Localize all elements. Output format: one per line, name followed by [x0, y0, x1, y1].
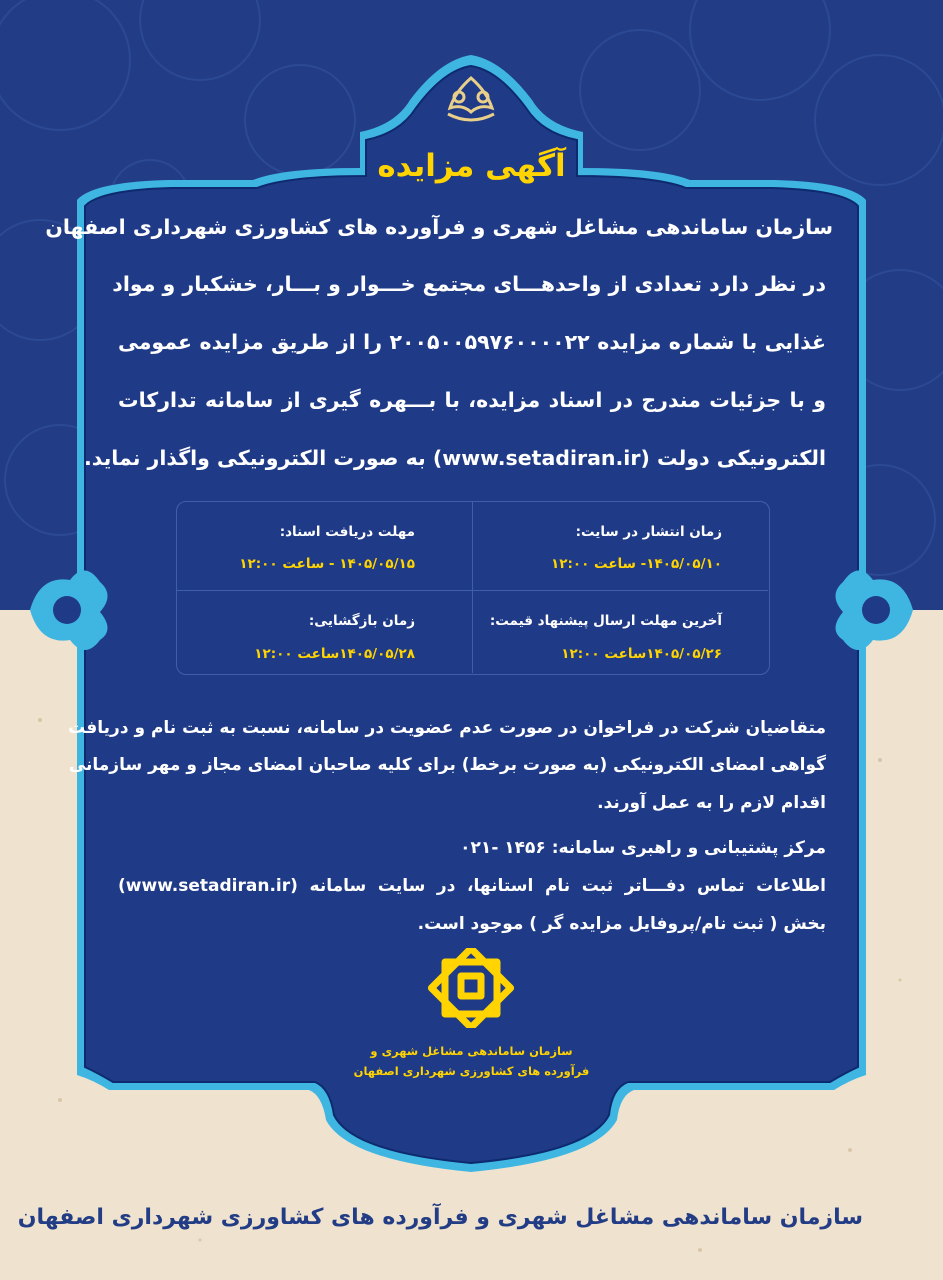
table-divider-vertical — [472, 501, 473, 673]
opening-time-value: ۱۴۰۵/۰۵/۲۸ساعت ۱۲:۰۰ — [254, 646, 415, 662]
body-line-with-link: الکترونیکی دولت (www.setadiran.ir) به صورت الکترونیکی واگذار نماید. — [83, 446, 826, 470]
document-deadline-label: مهلت دریافت اسناد: — [279, 524, 415, 540]
publish-time-label: زمان انتشار در سایت: — [575, 524, 722, 540]
table-divider-horizontal — [176, 590, 768, 591]
organization-name: سازمان ساماندهی مشاغل شهری و فرآورده های کشاورزی شهرداری اصفهان — [45, 215, 833, 239]
bid-deadline-value: ۱۴۰۵/۰۵/۲۶ساعت ۱۲:۰۰ — [561, 646, 722, 662]
logo-caption-line2: فرآورده های کشاورزی شهرداری اصفهان — [353, 1064, 590, 1078]
logo-caption-line1: سازمان ساماندهی مشاغل شهری و — [370, 1044, 573, 1058]
publish-time-value: ۱۴۰۵/۰۵/۱۰- ساعت ۱۲:۰۰ — [550, 556, 722, 572]
body-line: و با جزئیات مندرج در اسناد مزایده، با بـــهره گیری از سامانه تدارکات — [118, 388, 826, 412]
note-line: اقدام لازم را به عمل آورند. — [597, 793, 826, 813]
contact-info-line: اطلاعات تماس دفـــاتر ثبت نام استانها، در سایت سامانه (www.setadiran.ir) — [118, 876, 826, 896]
footer-organization-name: سازمان ساماندهی مشاغل شهری و فرآورده های کشاورزی شهرداری اصفهان — [17, 1205, 863, 1230]
bid-deadline-label: آخرین مهلت ارسال پیشنهاد قیمت: — [489, 613, 722, 629]
note-line: بخش ( ثبت نام/پروفایل مزایده گر ) موجود است. — [417, 914, 826, 934]
note-line: متقاضیان شرکت در فراخوان در صورت عدم عضویت در سامانه، نسبت به ثبت نام و دریافت — [68, 718, 826, 738]
document-deadline-value: ۱۴۰۵/۰۵/۱۵ - ساعت ۱۲:۰۰ — [239, 556, 415, 572]
support-center-line: مرکز پشتیبانی و راهبری سامانه: ۱۴۵۶ -۰۲۱ — [460, 838, 826, 858]
body-line: غذایی با شماره مزایده ۲۰۰۵۰۰۵۹۷۶۰۰۰۰۲۲ را از طریق مزایده عمومی — [118, 330, 826, 354]
page-title: آگهی مزایده — [377, 148, 566, 184]
right-side-ornament-icon — [836, 570, 914, 650]
left-side-ornament-icon — [30, 570, 108, 650]
note-line: گواهی امضای الکترونیکی (به صورت برخط) برای کلیه صاحبان امضای مجاز و مهر سازمانی — [68, 755, 826, 775]
organization-logo-icon — [421, 948, 521, 1028]
body-line: در نظر دارد تعدادی از واحدهـــای مجتمع خـــوار و بـــار، خشکبار و مواد — [112, 272, 826, 296]
opening-time-label: زمان بازگشایی: — [308, 613, 415, 629]
